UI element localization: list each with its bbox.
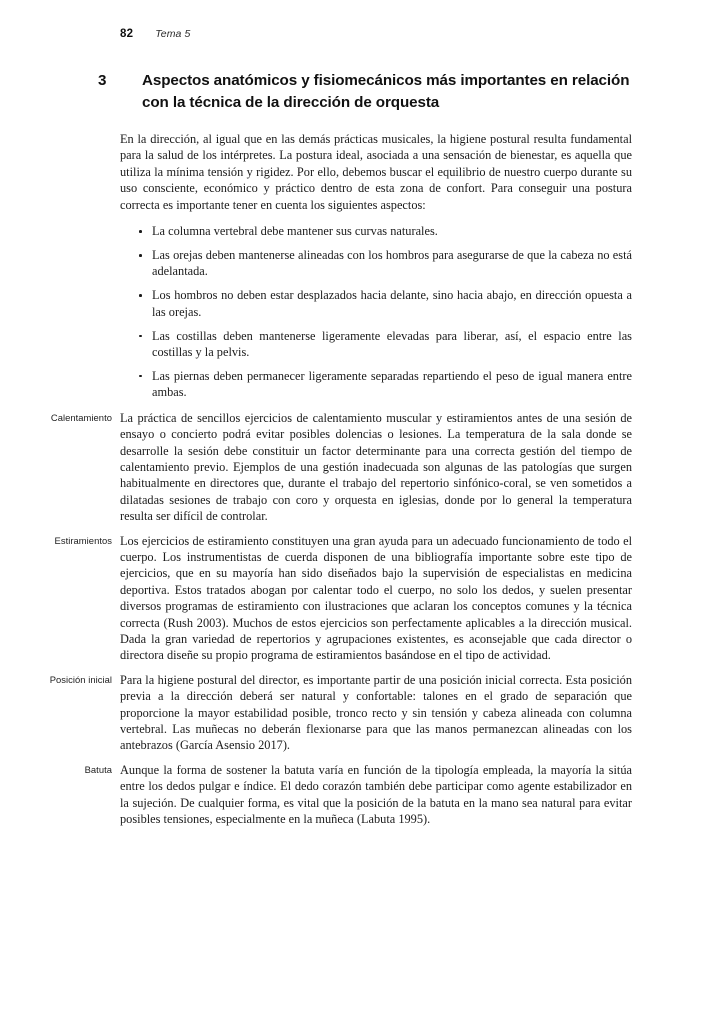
paragraph-posicion-inicial: Para la higiene postural del director, es importante partir de una posición inicial correcta. Esta posición previa a la dirección deberá ser natural y confortable: talones en el grado de separación que proporcione la mayor estabilidad posible, tronco recto y sin tensión y cabeza alineada con columna vertebral. Las muñecas no deberán flexionarse para que las manos permanezcan alineadas con los antebrazos (García Asensio 2017). [120,672,632,753]
list-item: Las piernas deben permanecer ligeramente separadas repartiendo el peso de igual manera entre ambas. [138,368,632,401]
posture-bullet-list [120,223,632,401]
paragraph-estiramientos: Los ejercicios de estiramiento constituyen una gran ayuda para un adecuado funcionamiento de todo el cuerpo. Los instrumentistas de cuerda disponen de una bibliografía importante sobre este tipo de ejercicios, que en su mayoría han sido diseñados bajo la supervisión de especialistas en medicina deportiva. Estos tratados abogan por calentar todo el cuerpo, no solo los dedos, y suelen presentar diversos programas de estiramiento con ilustraciones que aclaran los conceptos comunes y la técnica correcta (Rush 2003). Muchos de estos ejercicios son perfectamente aplicables a la dirección musical. Dada la gran variedad de repertorios y agrupaciones existentes, es aconsejable que cada director o directora diseñe su propio programa de estiramientos basándose en el tipo de actividad. [120,533,632,663]
margin-note-estiramientos: Estiramientos [54,535,112,547]
paragraph-batuta: Aunque la forma de sostener la batuta varía en función de la tipología empleada, la mayoría la sitúa entre los dedos pulgar e índice. El dedo corazón también debe participar como agente estabilizador en la sujeción. De cualquier forma, es vital que la posición de la batuta en la mano sea natural para evitar posibles tensiones, especialmente en la muñeca (Labuta 1995). [120,762,632,827]
list-item: Las costillas deben mantenerse ligeramente elevadas para liberar, así, el espacio entre las costillas y la pelvis. [138,328,632,361]
running-head [120,28,190,40]
section-number: 3 [98,72,107,89]
running-head-title: Tema 5 [155,28,191,40]
section-heading [98,70,640,113]
list-item: Los hombros no deben estar desplazados hacia delante, sino hacia abajo, en dirección opuesta a las orejas. [138,287,632,320]
list-item: Las orejas deben mantenerse alineadas con los hombros para asegurarse de que la cabeza no está adelantada. [138,247,632,280]
margin-note-calentamiento: Calentamiento [50,412,112,424]
margin-note-posicion-inicial: Posición inicial [49,674,112,686]
list-item: La columna vertebral debe mantener sus curvas naturales. [138,223,632,239]
intro-paragraph: En la dirección, al igual que en las demás prácticas musicales, la higiene postural resulta fundamental para la salud de los intérpretes. La postura ideal, asociada a una sensación de bienestar, es aquella que utiliza la mínima tensión y rigidez. Por ello, debemos buscar el equilibrio de nuestro cuerpo durante su uso consciente, económico y práctico dentro de esta zona de confort. Para conseguir una postura correcta es importante tener en cuenta los siguientes aspectos: [120,132,632,212]
margin-note-batuta: Batuta [84,764,112,776]
section-title: Aspectos anatómicos y fisiomecánicos más importantes en relación con la técnica de la dirección de orquesta [142,72,630,111]
body-text-column [120,131,632,827]
page-number: 82 [120,28,134,40]
paragraph-calentamiento: La práctica de sencillos ejercicios de calentamiento muscular y estiramientos antes de una sesión de ensayo o concierto podrá evitar posibles dolencias o lesiones. La temperatura de la sala donde se desarrolle la sesión debe constituir un factor determinante para una correcta gestión del tiempo de calentamiento previo. Ejemplos de una gestión inadecuada son algunas de las patologías que surgen habitualmente en directores que, durante el trabajo del repertorio sinfónico-coral, se ven sometidos a dilatadas sesiones de trabajo con coro y orquesta en iglesias, donde por lo general la temperatura resulta ser difícil de controlar. [120,410,632,524]
